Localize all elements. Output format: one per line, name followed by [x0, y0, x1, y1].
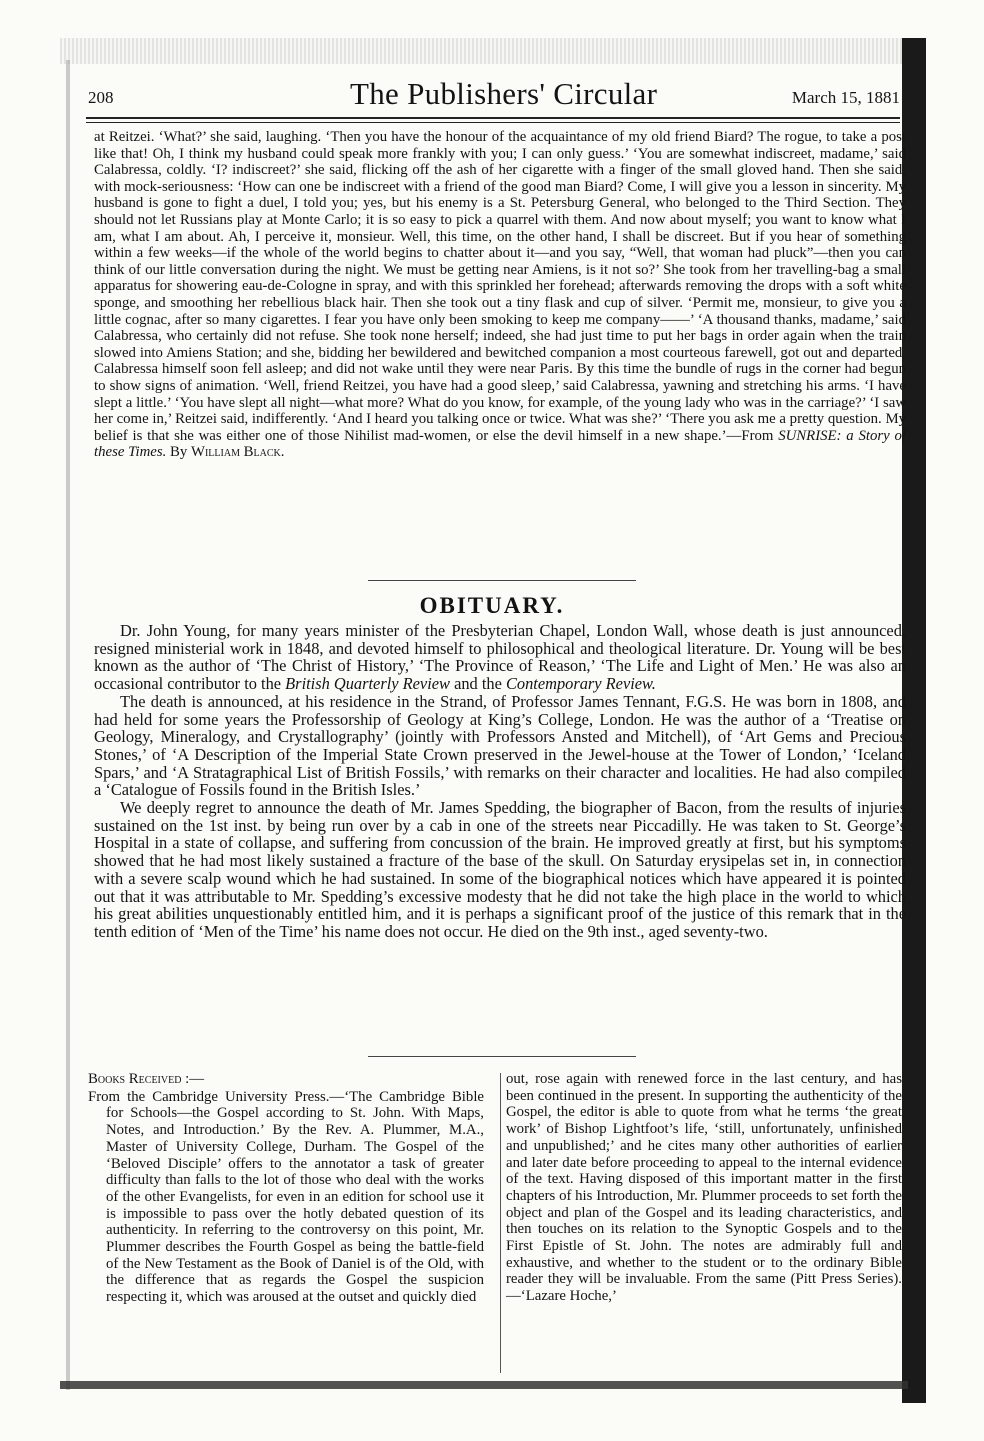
- books-column-left: [88, 1071, 484, 1306]
- publication-title: The Publishers' Circular: [350, 76, 658, 111]
- obituary-section: [94, 622, 906, 941]
- scan-left-edge: [66, 60, 70, 1390]
- obit-young-review-1: British Quarterly Review: [285, 674, 450, 694]
- scan-top-edge: [60, 38, 908, 64]
- excerpt-source-title: SUNRISE: a Story of these Times.: [94, 427, 906, 461]
- obituary-paragraph-young: [94, 622, 906, 693]
- books-left-text: From the Cambridge University Press.—‘The Cambridge Bible for Schools—the Gospel according to St. John. With Maps, Notes, and Introduction.’ By the Rev. A. Plummer, M.A., Master of University College, Durham. The Gospel of the ‘Beloved Disciple’ offers to the annotator a task of greater difficulty than falls to the lot of those who deal with the works of the other Evangelists, for even in an edition for school use it is impossible to pass over the hotly debated question of its authenticity. In referring to the controversy on this point, Mr. Plummer describes the Fourth Gospel as being the battle-field of the New Testament as the Book of Daniel is of the Old, with the difference that as regards the Gospel the suspicion respecting it, which was aroused at the outset and quickly died: [88, 1088, 484, 1306]
- excerpt-paragraph: [94, 129, 906, 461]
- excerpt-author: William Black.: [191, 444, 285, 461]
- obituary-paragraph-spedding: We deeply regret to announce the death of Mr. James Spedding, the biographer of Bacon, from the results of injuries sustained on the 1st inst. by being run over by a cab in one of the streets near Piccadilly. He was taken to St. George’s Hospital in a state of collapse, and suffering from concussion of the brain. He improved greatly at first, but his symptoms showed that he had most likely sustained a fracture of the base of the skull. On Saturday erysipelas set in, in connection with a severe scalp wound which he had sustained. In some of the biographical notices which have appeared it is pointed out that it was attributable to Mr. Spedding’s excessive modesty that he did not take the high place in the world to which his great abilities unquestionably entitled him, and it is perhaps a significant proof of the justice of this remark that in the tenth edition of ‘Men of the Time’ his name does not occur. He died on the 9th inst., aged seventy-two.: [94, 798, 906, 941]
- header-rule-thin: [86, 122, 900, 123]
- obit-young-text: Dr. John Young, for many years minister of the Presbyterian Chapel, London Wall, whose death is just announced, resigned ministerial work in 1848, and devoted himself to philosophical and theological literature. Dr. Young will be best known as the author of ‘The Christ of History,’ ‘The Province of Reason,’ ‘The Life and Light of Men.’ He was also an occasional contributor to the: [94, 621, 906, 694]
- books-right-text: out, rose again with renewed force in the last century, and has been continued in the present. In supporting the authenticity of the Gospel, the editor is able to quote from what he terms ‘the great work’ of Bishop Lightfoot’s life, ‘still, unfortunately, unfinished and unpublished;’ and he cites many other authorities of earlier and later date before proceeding to appeal to the internal evidence of the text. Having disposed of this important matter in the first chapters of his Introduction, Mr. Plummer proceeds to set forth the object and plan of the Gospel and its leading characteristics, and then touches on its relation to the Synoptic Gospels and to the First Epistle of St. John. The notes are admirably full and exhaustive, and whether to the student or to the ordinary Bible reader they will be invaluable. From the same (Pitt Press Series).—‘Lazare Hoche,’: [506, 1071, 902, 1305]
- obit-young-review-2: Contemporary Review.: [505, 674, 656, 694]
- excerpt-passage: [94, 129, 906, 461]
- section-divider-2: [368, 1056, 636, 1057]
- page-number: 208: [88, 88, 114, 107]
- issue-date: March 15, 1881: [791, 88, 900, 107]
- obituary-paragraph-tennant: The death is announced, at his residence in the Strand, of Professor James Tennant, F.G.S. He was born in 1808, and had held for some years the Professorship of Geology at King’s College, London. He was the author of a ‘Treatise on Geology, Mineralogy, and Crystallography’ (jointly with Professors Ansted and Mitchell), of ‘Art Gems and Precious Stones,’ of ‘A Description of the Imperial State Crown preserved in the Jewel-house at the Tower of London,’ ‘Iceland Spars,’ and ‘A Stratagraphical List of British Fossils,’ with remarks on their character and localities. He had also compiled a ‘Catalogue of Fossils found in the British Isles.’: [94, 691, 906, 800]
- column-divider: [500, 1073, 501, 1373]
- obituary-heading: OBITUARY.: [419, 593, 565, 618]
- excerpt-text: at Reitzei. ‘What?’ she said, laughing. ‘Then you have the honour of the acquaintance of my old friend Biard? The rogue, to take a post like that! Oh, I think my husband could speak more frankly with you; I can only guess.’ ‘You are somewhat indiscreet, madame,’ said Calabressa, coldly. ‘I? indiscreet?’ she said, flicking off the ash of her cigarette with a finger of the small gloved hand. Then she said, with mock-seriousness: ‘How can one be indiscreet with a friend of the good man Biard? Come, I will give you a lesson in sincerity. My husband is gone to fight a duel, I told you; yes, but his enemy is a St. Petersburg General, who belonged to the Third Section. They should not let Russians play at Monte Carlo; it is so easy to pick a quarrel with them. And now about myself; you want to know what I am, what I am about. Ah, I perceive it, monsieur. Well, this time, on the other hand, I shall be discreet. But if you hear of something within a few weeks—if the whole of the world begins to chatter about it—and you say, “Well, that woman had pluck”—then you can think of our little conversation during the night. We must be getting near Amiens, is it not so?’ She took from her travelling-bag a small apparatus for showering eau-de-Cologne in spray, and with this sprinkled her forehead; afterwards removing the drops with a soft white sponge, and smoothing her rebellious black hair. Then she took out a tiny flask and cup of silver. ‘Permit me, monsieur, to give you a little cognac, after so many cigarettes. I fear you have only been smoking to keep me company——’ ‘A thousand thanks, madame,’ said Calabressa, who certainly did not refuse. She took none herself; indeed, she had just time to put her bags in order again when the train slowed into Amiens Station; and she, bidding her bewildered and bewitched companion a most courteous farewell, got out and departed. Calabressa himself soon fell asleep; and did not wake until they were near Paris. By this time the bundle of rugs in the corner had begun to show signs of animation. ‘Well, friend Reitzei, you have had a good sleep,’ said Calabressa, yawning and stretching his arms. ‘I have slept a little.’ ‘You have slept all night—what more? What do you know, for example, of the young lady who was in the carriage?’ ‘I saw her come in,’ Reitzei said, indifferently. ‘And I heard you talking once or twice. What was she?’ ‘There you ask me a pretty question. My belief is that she was either one of those Nihilist mad-women, or else the devil himself in a new shape.’—From: [94, 129, 906, 444]
- obit-young-conjunction: and the: [449, 674, 506, 694]
- scan-bottom-edge: [60, 1381, 908, 1389]
- page-header: [88, 76, 900, 116]
- header-rule: [86, 117, 900, 119]
- byline-prefix: By: [166, 444, 192, 461]
- books-received-label: Books Received :—: [88, 1071, 205, 1087]
- books-column-right: [506, 1071, 902, 1305]
- section-divider: [368, 580, 636, 581]
